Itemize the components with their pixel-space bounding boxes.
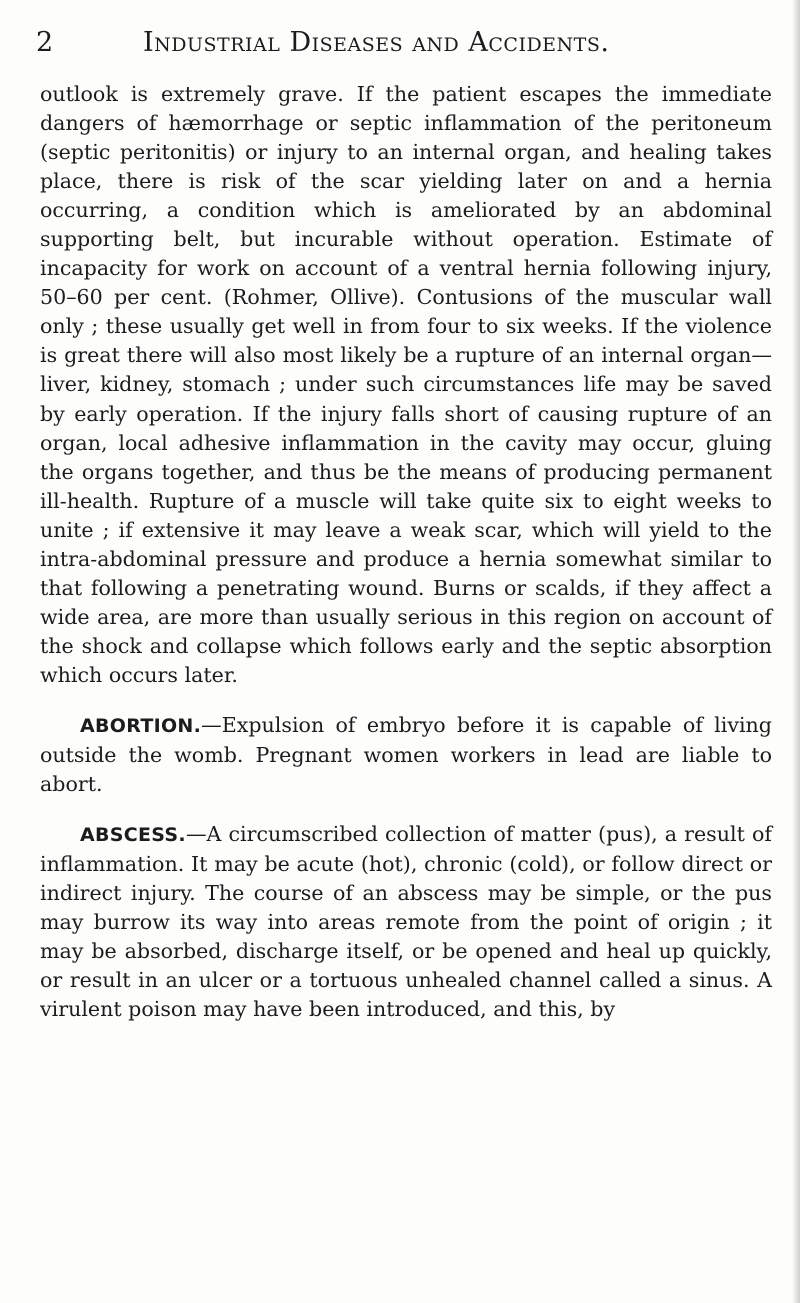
page-number: 2 <box>36 27 54 58</box>
continuation-paragraph <box>40 80 772 690</box>
entry-abscess <box>40 820 772 1024</box>
entry-headword: ABSCESS. <box>80 824 186 847</box>
entry-definition: —Expulsion of embryo before it is capable of living outside the womb. Pregnant women workers in lead are liable to abort. <box>40 712 772 797</box>
running-title: Industrial Diseases and Accidents. <box>143 27 610 58</box>
entry-definition: —A circumscribed collection of matter (pus), a result of inflammation. It may be acute (hot), chronic (cold), or follow direct or indirect injury. The course of an abscess may be simple, or the pus may burrow its way into areas remote from the point of origin ; it may be absorbed, discharge itself, or be opened and heal up quickly, or result in an ulcer or a tortuous unhealed channel called a sinus. A virulent poison may have been introduced, and this, by <box>40 822 772 1022</box>
entry-headword: ABORTION. <box>80 714 202 737</box>
paragraph-text: outlook is extremely grave. If the patient escapes the immediate dangers of hæmorrhage or septic inflammation of the peritoneum (septic peritonitis) or injury to an internal organ, and healing takes place, there is risk of the scar yielding later on and a hernia occurring, a condition which is ameliorated by an abdominal supporting belt, but incurable without operation. Estimate of incapacity for work on account of a ventral hernia following injury, 50–60 per cent. (Rohmer, Ollive). Contusions of the muscular wall only ; these usually get well in from four to six weeks. If the violence is great there will also most likely be a rupture of an internal organ—liver, kidney, stomach ; under such circumstances life may be saved by early operation. If the injury falls short of causing rupture of an organ, local adhesive inflammation in the cavity may occur, gluing the organs together, and thus be the means of producing permanent ill-health. Rupture of a muscle will take quite six to eight weeks to unite ; if extensive it may leave a weak scar, which will yield to the intra-abdominal pressure and produce a hernia somewhat similar to that following a penetrating wound. Burns or scalds, if they affect a wide area, are more than usually serious in this region on account of the shock and collapse which follows early and the septic absorption which occurs later. <box>40 82 772 687</box>
entry-abortion <box>40 711 772 799</box>
running-header <box>36 26 766 60</box>
page-edge-shadow <box>792 0 800 1303</box>
page-body <box>40 80 772 1024</box>
